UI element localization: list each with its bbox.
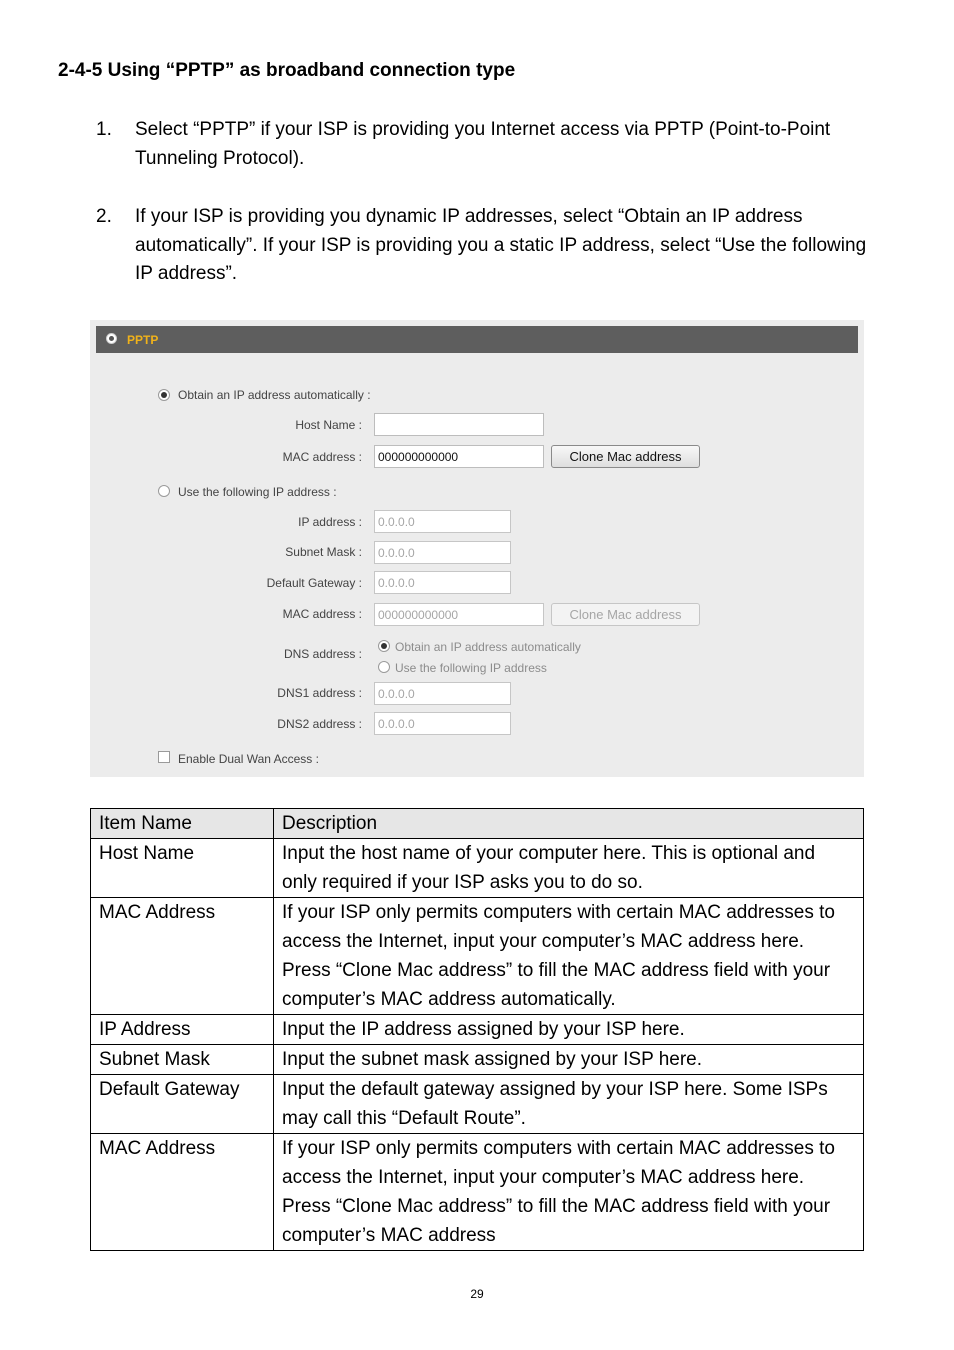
table-row	[91, 1134, 864, 1251]
use-following-label: Use the following IP address :	[178, 485, 337, 499]
dual-wan-checkbox[interactable]	[158, 751, 170, 763]
clone-mac-button[interactable]: Clone Mac address	[551, 445, 700, 468]
step-text: If your ISP is providing you dynamic IP addresses, select “Obtain an IP address automatically”. If your ISP is providing you a static IP address, select “Use the following IP address”.	[135, 206, 867, 285]
dns1-address-label: DNS1 address :	[277, 686, 362, 700]
description-cell: If your ISP only permits computers with certain MAC addresses to access the Internet, input your computer’s MAC address here. Press “Clone Mac address” to fill the MAC address field with your computer’s MAC address automatically.	[274, 898, 864, 1015]
description-cell: Input the host name of your computer here. This is optional and only required if your ISP asks you to do so.	[274, 839, 864, 898]
description-cell: Input the IP address assigned by your ISP here.	[274, 1015, 864, 1045]
table-row	[91, 1045, 864, 1075]
column-header: Description	[274, 809, 864, 839]
description-cell: Input the default gateway assigned by your ISP here. Some ISPs may call this “Default Route”.	[274, 1075, 864, 1134]
item-name-cell: MAC Address	[91, 898, 274, 1015]
section-bullet-icon	[106, 333, 117, 344]
table-header-row	[91, 809, 864, 839]
dns-auto-label: Obtain an IP address automatically	[395, 640, 581, 654]
section-heading: 2-4-5 Using “PPTP” as broadband connection type	[58, 60, 516, 81]
step-number: 2.	[96, 206, 112, 227]
item-name-cell: IP Address	[91, 1015, 274, 1045]
item-name-cell: Host Name	[91, 839, 274, 898]
ip-address-input[interactable]: 0.0.0.0	[374, 510, 511, 533]
step-number: 1.	[96, 119, 112, 140]
subnet-mask-input[interactable]: 0.0.0.0	[374, 541, 511, 564]
obtain-auto-label: Obtain an IP address automatically :	[178, 388, 371, 402]
item-name-cell: MAC Address	[91, 1134, 274, 1251]
item-description-table	[90, 808, 864, 1251]
obtain-auto-radio[interactable]	[158, 389, 170, 401]
step-text: Select “PPTP” if your ISP is providing you Internet access via PPTP (Point-to-Point Tunneling Protocol).	[135, 119, 831, 169]
ip-address-label: IP address :	[298, 515, 362, 529]
panel-title: PPTP	[127, 333, 159, 347]
default-gateway-label: Default Gateway :	[266, 576, 362, 590]
host-name-input[interactable]	[374, 413, 544, 436]
item-name-cell: Default Gateway	[91, 1075, 274, 1134]
use-following-radio[interactable]	[158, 485, 170, 497]
dns-manual-label: Use the following IP address	[395, 661, 547, 675]
item-name-cell: Subnet Mask	[91, 1045, 274, 1075]
default-gateway-input[interactable]: 0.0.0.0	[374, 571, 511, 594]
subnet-mask-label: Subnet Mask :	[285, 545, 362, 559]
mac-address-input[interactable]: 000000000000	[374, 445, 544, 468]
dns-manual-radio[interactable]	[378, 661, 390, 673]
panel-title-bar	[96, 326, 858, 353]
mac-address-label: MAC address :	[282, 607, 362, 621]
mac-address-input-static[interactable]: 000000000000	[374, 603, 544, 626]
host-name-label: Host Name :	[295, 418, 362, 432]
dns-address-label: DNS address :	[283, 647, 362, 661]
pptp-settings-screenshot	[90, 320, 864, 777]
dns2-address-label: DNS2 address :	[277, 717, 362, 731]
table-row	[91, 839, 864, 898]
table-row	[91, 898, 864, 1015]
dns2-address-input[interactable]: 0.0.0.0	[374, 712, 511, 735]
table-row	[91, 1075, 864, 1134]
dns1-address-input[interactable]: 0.0.0.0	[374, 682, 511, 705]
page-number: 29	[470, 1287, 484, 1301]
column-header: Item Name	[91, 809, 274, 839]
mac-address-label: MAC address :	[282, 450, 362, 464]
dual-wan-label: Enable Dual Wan Access :	[178, 752, 319, 766]
clone-mac-button-static[interactable]: Clone Mac address	[551, 603, 700, 626]
description-cell: Input the subnet mask assigned by your ISP here.	[274, 1045, 864, 1075]
table-row	[91, 1015, 864, 1045]
description-cell: If your ISP only permits computers with certain MAC addresses to access the Internet, input your computer’s MAC address here. Press “Clone Mac address” to fill the MAC address field with your computer’s MAC address	[274, 1134, 864, 1251]
dns-auto-radio[interactable]	[378, 640, 390, 652]
